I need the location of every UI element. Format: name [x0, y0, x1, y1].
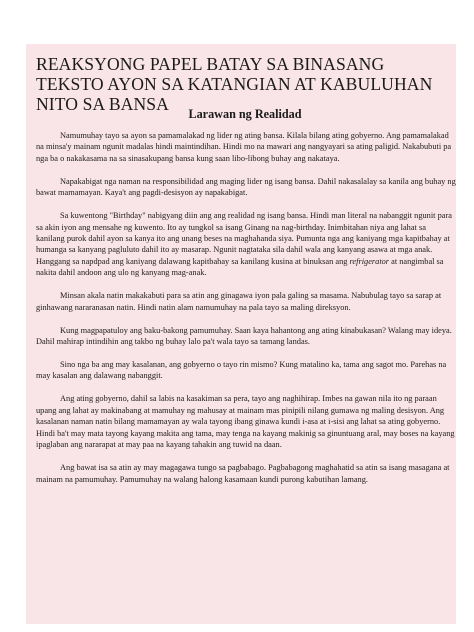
paragraph-7: Ang ating gobyerno, dahil sa labis na kasakiman sa pera, tayo ang naghihirap. Imbes na gawan nila ito ng paraan upang ang lahat ay makinabang at mamuhay ng mahusay at mainam mas pinipili nilang gumawa ng maling desisyon. Ang kasalanan naman natin bilang mamamayan ay wala tayong ibang ginawa kundi i-asa at i-sisi ang lahat sa ating gobyerno. Hindi ba't may mata tayong kayang makita ang tama, may tenga na kayang makinig sa ginuntuang aral, may boses na kayang ipaglaban ang nararapat at may paa na kayang tahakin ang tuwid na daan.: [36, 394, 455, 450]
paragraph-2: Napakabigat nga naman na responsibilidad ang maging lider ng isang bansa. Dahil nakasalalay sa kanila ang buhay ng bawat mamamayan. Kaya't ang pagdi-desisyon ay napakabigat.: [36, 176, 456, 198]
paragraph-3-text-after: at nangimbal sa nakita dahil andoon ang ulo ng kanyang mag-anak.: [36, 256, 444, 278]
paragraph-6: Sino nga ba ang may kasalanan, ang gobyerno o tayo rin mismo? Kung matalino ka, tama ang sagot mo. Parehas na may kasalan ang dalawang nabanggit.: [36, 360, 447, 381]
paragraph-3-text-before: Sa kuwentong "Birthday" nabigyang diin ang ang realidad ng isang bansa. Hindi man literal na nabanggit ngunit para sa akin iyon ang mensahe ng kuwento. Ito ay tungkol sa isang Ginang na nag-birthday. Inimbitahan niya ang lahat sa kanilang purok dahil ayon sa kanya ito ang unang beses na maghahanda siya. Pumunta nga ang kaniyang mga kapitbahay at humanga sa kanyang pagluluto dahil ito ay masarap. Ngunit nagtataka sila dahil wala ang kanyang asawa at mga anak. Hanggang sa napdpad ang kaniyang dalawang kapitbahay sa kanilang kusina at binuksan ang: [36, 211, 452, 266]
document-title: REAKSYONG PAPEL BATAY SA BINASANG TEKSTO AYON SA KATANGIAN AT KABULUHAN NITO SA BANSA: [36, 54, 433, 114]
document-body: [36, 130, 456, 497]
paragraph-3-emphasis: refrigerator: [349, 256, 390, 266]
paragraph-1: Namumuhay tayo sa ayon sa pamamalakad ng lider ng ating bansa. Kilala bilang ating gobyerno. Ang pamamalakad na minsa'y mainam ngunit madalas hindi maintindihan. Hindi mo na mawari ang nangyayari sa ating paligid. Nakabubuti pa nga ba o nakakasama na sa sinasakupang bansa kung saan libo-libong buhay ang nakataya.: [36, 131, 452, 163]
paragraph-4: Minsan akala natin makakabuti para sa atin ang ginagawa iyon pala galing sa masama. Nabubulag tayo sa sarap at ginhawang nararanasan natin. Hindi natin alam namumuhay na pala tayo sa maling direksyon.: [36, 291, 442, 312]
paragraph-8: Ang bawat isa sa atin ay may magagawa tungo sa pagbabago. Pagbabagong maghahatid sa atin sa isang masagana at mainam na pamumuhay. Pamumuhay na walang halong kasamaan kundi purong kabutihan lamang.: [36, 463, 450, 484]
paragraph-3: [36, 210, 456, 278]
paragraph-5: Kung magpapatuloy ang baku-bakong pamumuhay. Saan kaya hahantong ang ating kinabukasan? Walang may ideya. Dahil mahirap intindihin ang takbo ng buhay lalo pa't wala tayo sa tamang landas.: [36, 325, 452, 347]
document-subtitle: Larawan ng Realidad: [188, 107, 302, 121]
